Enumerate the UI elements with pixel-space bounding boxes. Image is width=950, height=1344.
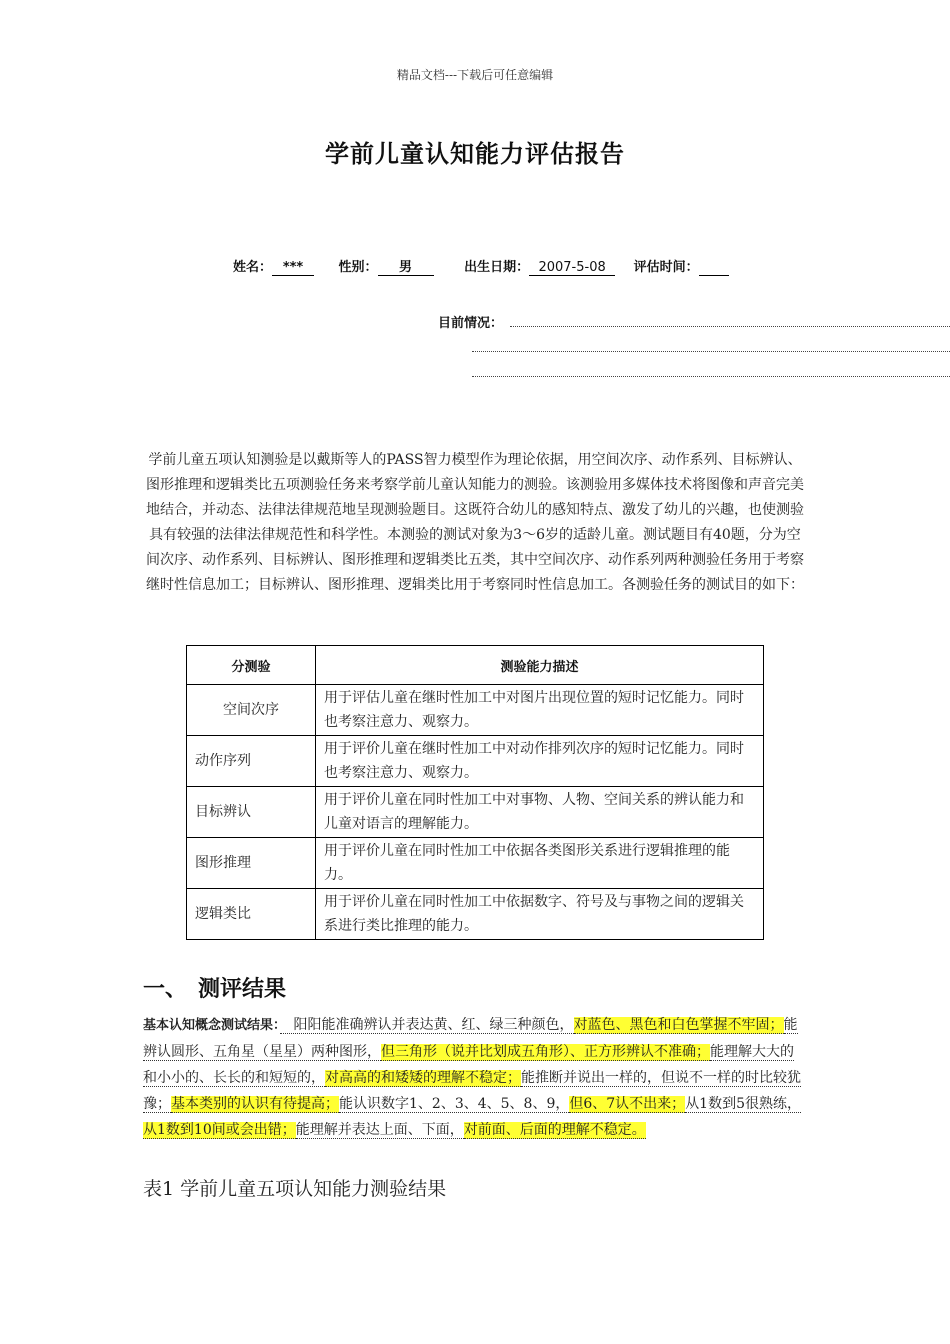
result-highlight: 但6、7认不出来； bbox=[569, 1096, 686, 1112]
subtest-name: 目标辨认 bbox=[187, 787, 316, 838]
table-row bbox=[187, 736, 764, 787]
table-row bbox=[187, 838, 764, 889]
table-row bbox=[187, 787, 764, 838]
result-highlight: 基本类别的认识有待提高； bbox=[171, 1096, 339, 1112]
gender-label: 性别： bbox=[338, 260, 378, 275]
result-text: 能推断并说出一样的，但说不一样的时比较犹豫； bbox=[143, 1070, 801, 1112]
result-text: 从1数到5很熟练， bbox=[685, 1096, 802, 1112]
result-highlight: 从1数到10间或会出错； bbox=[143, 1122, 296, 1138]
status-line-1 bbox=[510, 326, 950, 327]
info-row bbox=[233, 256, 729, 276]
page-title: 学前儿童认知能力评估报告 bbox=[325, 140, 625, 168]
result-paragraph bbox=[143, 1012, 807, 1143]
birth-label: 出生日期： bbox=[464, 260, 530, 275]
subtest-table bbox=[186, 645, 764, 940]
result-text: 能理解并表达上面、下面， bbox=[295, 1122, 464, 1138]
section-heading: 一、 测评结果 bbox=[143, 977, 287, 1002]
table-row bbox=[187, 685, 764, 736]
eval-time-value bbox=[699, 260, 729, 276]
table-caption: 表1 学前儿童五项认知能力测验结果 bbox=[143, 1178, 447, 1200]
eval-time-label: 评估时间： bbox=[633, 260, 699, 275]
birth-value: 2007-5-08 bbox=[529, 260, 615, 276]
subtest-desc: 用于评价儿童在同时性加工中依据各类图形关系进行逻辑推理的能力。 bbox=[316, 838, 764, 889]
subtest-name: 逻辑类比 bbox=[187, 889, 316, 940]
subtest-desc: 用于评价儿童在同时性加工中依据数字、符号及与事物之间的逻辑关系进行类比推理的能力。 bbox=[316, 889, 764, 940]
result-highlight: 对高高的和矮矮的理解不稳定； bbox=[325, 1070, 521, 1086]
header-note: 精品文档---下载后可任意编辑 bbox=[396, 68, 554, 82]
table-header-cell: 测验能力描述 bbox=[316, 646, 764, 685]
result-lead: 基本认知概念测试结果： bbox=[143, 1018, 280, 1033]
subtest-desc: 用于评估儿童在继时性加工中对图片出现位置的短时记忆能力。同时也考察注意力、观察力。 bbox=[316, 685, 764, 736]
name-label: 姓名： bbox=[233, 260, 273, 275]
gender-value: 男 bbox=[378, 260, 434, 276]
result-text: 阳阳能准确辨认并表达黄、红、绿三种颜色， bbox=[279, 1017, 574, 1033]
table-header-cell: 分测验 bbox=[187, 646, 316, 685]
subtest-desc: 用于评价儿童在继时性加工中对动作排列次序的短时记忆能力。同时也考察注意力、观察力。 bbox=[316, 736, 764, 787]
status-line-3 bbox=[472, 376, 950, 377]
subtest-name: 空间次序 bbox=[187, 685, 316, 736]
result-highlight: 对蓝色、黑色和白色掌握不牢固； bbox=[573, 1017, 784, 1033]
name-value: *** bbox=[272, 260, 314, 276]
status-line-2 bbox=[472, 351, 950, 352]
subtest-name: 动作序列 bbox=[187, 736, 316, 787]
intro-paragraph: 学前儿童五项认知测验是以戴斯等人的PASS智力模型作为理论依据，用空间次序、动作系列、目标辨认、图形推理和逻辑类比五项测验任务来考察学前儿童认知能力的测验。该测验用多媒体技术将图像和声音完美地结合，并动态、法律法律规范地呈现测验题目。这既符合幼儿的感知特点、激发了幼儿的兴趣，也使测验具有较强的法律法律规范性和科学性。本测验的测试对象为3～6岁的适龄儿童。测试题目有40题，分为空间次序、动作系列、目标辨认、图形推理和逻辑类比五类，其中空间次序、动作系列两种测验任务用于考察继时性信息加工；目标辨认、图形推理、逻辑类比用于考察同时性信息加工。各测验任务的测试目的如下： bbox=[146, 452, 804, 593]
result-text: 能理解大大的和小小的、长长的和短短的， bbox=[143, 1044, 794, 1086]
result-text: 能辨认圆形、五角星（星星）两种图形， bbox=[143, 1017, 798, 1060]
result-text: 能认识数字1、2、3、4、5、8、9， bbox=[339, 1096, 570, 1112]
table-row bbox=[187, 889, 764, 940]
subtest-name: 图形推理 bbox=[187, 838, 316, 889]
table-header-row bbox=[187, 646, 764, 685]
result-highlight: 对前面、后面的理解不稳定。 bbox=[463, 1122, 646, 1138]
status-label: 目前情况： bbox=[438, 316, 504, 331]
result-highlight: 但三角形（说并比划成五角形）、正方形辨认不准确； bbox=[381, 1044, 710, 1060]
subtest-desc: 用于评价儿童在同时性加工中对事物、人物、空间关系的辨认能力和儿童对语言的理解能力。 bbox=[316, 787, 764, 838]
